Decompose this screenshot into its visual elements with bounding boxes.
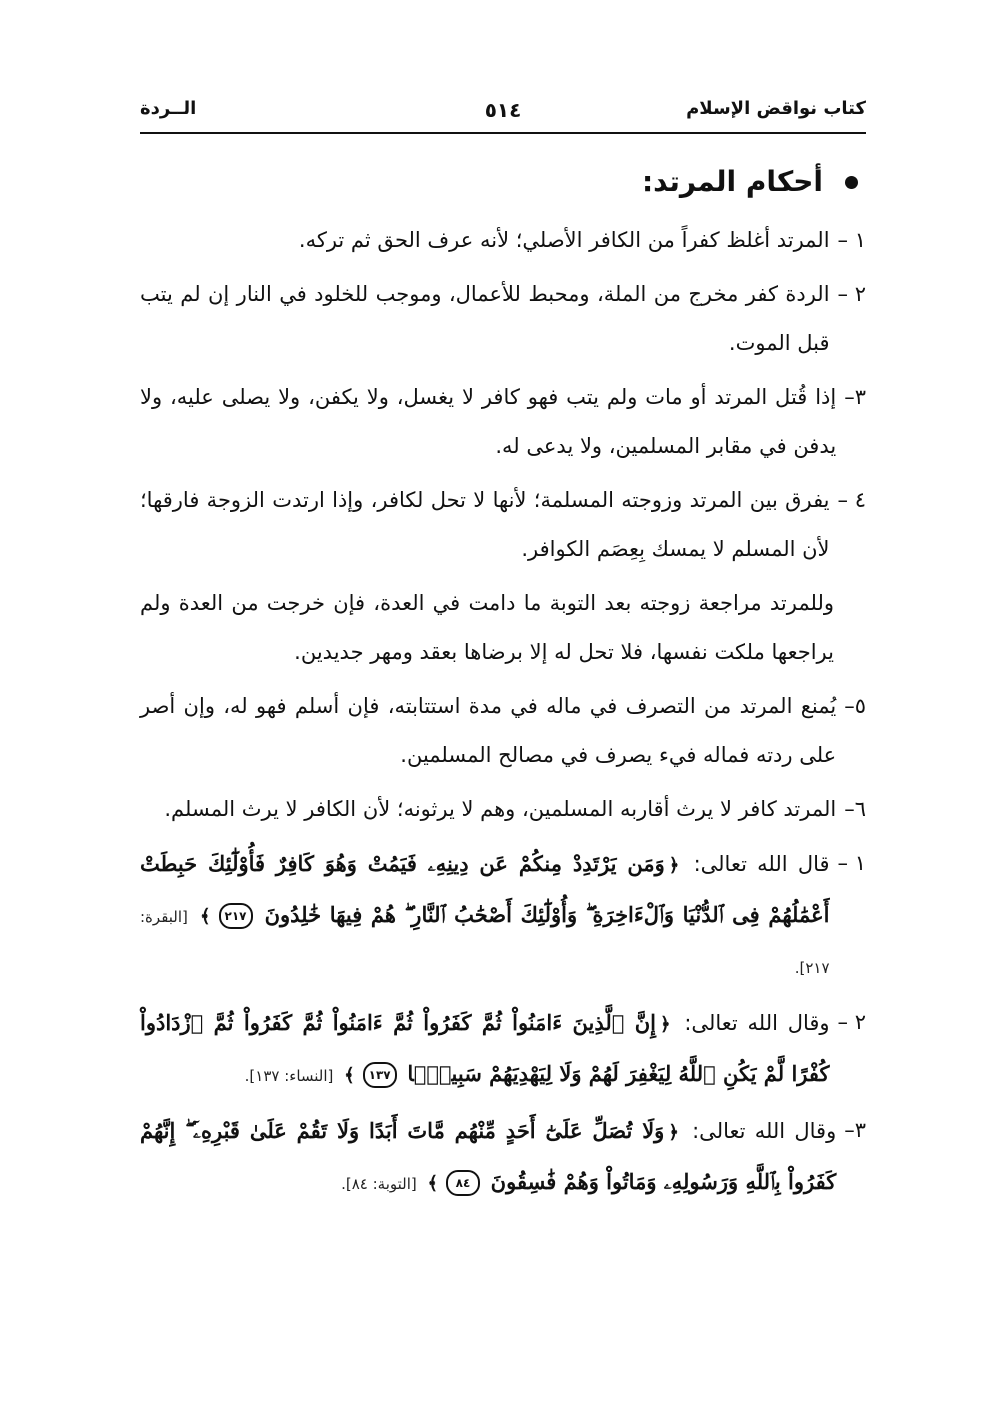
evidence-text <box>140 839 830 993</box>
evidence-item <box>140 1106 866 1209</box>
ruling-item <box>140 476 866 574</box>
section-heading <box>140 160 866 204</box>
chapter-title: الــردة <box>140 98 197 119</box>
verse-reference: [البقرة: ٢١٧]. <box>140 908 830 977</box>
ruling-text: المرتد كافر لا يرث أقاربه المسلمين، وهم لا يرثونه؛ لأن الكافر لا يرث المسلم. <box>164 797 837 821</box>
evidence-item <box>140 839 866 993</box>
verse-close-bracket: ﴾ <box>427 1173 438 1194</box>
evidence-number: ١ – <box>837 851 866 875</box>
evidence-text <box>140 1106 836 1209</box>
ruling-number: ٢ – <box>837 282 866 306</box>
ruling-number: ٤ – <box>837 488 866 512</box>
ruling-text: إذا قُتل المرتد أو مات ولم يتب فهو كافر لا يغسل، ولا يكفن، ولا يصلى عليه، ولا يدفن في مقابر المسلمين، ولا يدعى له. <box>140 385 837 458</box>
verse-reference: [التوبة: ٨٤]. <box>341 1175 417 1193</box>
ruling-item <box>140 785 866 834</box>
verse-open-bracket: ﴿ <box>660 1014 671 1035</box>
ruling-text: يفرق بين المرتد وزوجته المسلمة؛ لأنها لا تحل لكافر، وإذا ارتدت الزوجة فارقها؛ لأن المسلم لا يمسك بِعِصَم الكوافر. <box>140 488 830 561</box>
ruling-number: ٦– <box>844 797 866 821</box>
ruling-item <box>140 373 866 471</box>
verse-number-marker: ٨٤ <box>446 1170 480 1196</box>
verse-open-bracket: ﴿ <box>668 855 680 876</box>
ruling-text: يُمنع المرتد من التصرف في ماله في مدة استتابته، فإن أسلم فهو له، وإن أصر على ردته فماله فيء يصرف في مصالح المسلمين. <box>140 694 837 767</box>
evidence-intro: وقال الله تعالى: <box>684 1011 830 1035</box>
book-title: كتاب نواقض الإسلام <box>686 98 866 119</box>
page-body <box>140 160 866 1214</box>
evidence-item <box>140 998 866 1101</box>
evidence-intro: وقال الله تعالى: <box>692 1119 837 1143</box>
ruling-item <box>140 682 866 780</box>
running-header <box>140 98 866 134</box>
verse-close-bracket: ﴾ <box>344 1065 355 1086</box>
verse-close-bracket: ﴾ <box>199 906 211 927</box>
ruling-number: ٥– <box>844 694 866 718</box>
page-number: ٥١٤ <box>484 98 522 122</box>
verse-number-marker: ١٣٧ <box>363 1062 397 1088</box>
ruling-item <box>140 216 866 265</box>
section-title: أحكام المرتد: <box>641 165 823 198</box>
evidence-number: ٢ – <box>837 1010 866 1034</box>
ruling-item <box>140 270 866 368</box>
verse-open-bracket: ﴿ <box>668 1122 679 1143</box>
evidence-text <box>140 998 830 1101</box>
ruling-number: ٣– <box>844 385 866 409</box>
evidence-intro: قال الله تعالى: <box>693 852 830 876</box>
ruling-number: ١ – <box>837 228 866 252</box>
ruling-continuation: وللمرتد مراجعة زوجته بعد التوبة ما دامت في العدة، فإن خرجت من العدة ولم يراجعها ملكت نفسها، فلا تحل له إلا برضاها بعقد ومهر جديدين. <box>140 591 834 664</box>
quran-verse: إِنَّ ٱلَّذِينَ ءَامَنُواْ ثُمَّ كَفَرُواْ ثُمَّ ءَامَنُواْ ثُمَّ كَفَرُواْ ثُمَّ ٱزْدَادُواْ كُفْرًا لَّمْ يَكُنِ ٱللَّهُ لِيَغْفِرَ لَهُمْ وَلَا لِيَهْدِيَهُمْ سَبِيلًۢا <box>140 1010 830 1086</box>
ruling-text: الردة كفر مخرج من الملة، ومحبط للأعمال، وموجب للخلود في النار إن لم يتب قبل الموت. <box>140 282 830 355</box>
ruling-text: المرتد أغلظ كفراً من الكافر الأصلي؛ لأنه عرف الحق ثم تركه. <box>298 228 830 252</box>
quran-verse: وَمَن يَرْتَدِدْ مِنكُمْ عَن دِينِهِۦ فَيَمُتْ وَهُوَ كَافِرٌ فَأُوْلَٰٓئِكَ حَبِطَتْ أَعْمَٰلُهُمْ فِى ٱلدُّنْيَا وَٱلْءَاخِرَةِ ۖ وَأُوْلَٰٓئِكَ أَصْحَٰبُ ٱلنَّارِ ۖ هُمْ فِيهَا خَٰلِدُونَ <box>140 851 830 927</box>
verse-number-marker: ٢١٧ <box>219 903 253 929</box>
evidence-number: ٣– <box>844 1118 866 1142</box>
bullet-icon <box>845 176 858 189</box>
verse-reference: [النساء: ١٣٧]. <box>244 1067 334 1085</box>
quran-verse: وَلَا تُصَلِّ عَلَىٰٓ أَحَدٍ مِّنْهُم مَّاتَ أَبَدًا وَلَا تَقُمْ عَلَىٰ قَبْرِهِۦٓ ۖ إِنَّهُمْ كَفَرُواْ بِٱللَّهِ وَرَسُولِهِۦ وَمَاتُواْ وَهُمْ فَٰسِقُونَ <box>140 1118 837 1194</box>
